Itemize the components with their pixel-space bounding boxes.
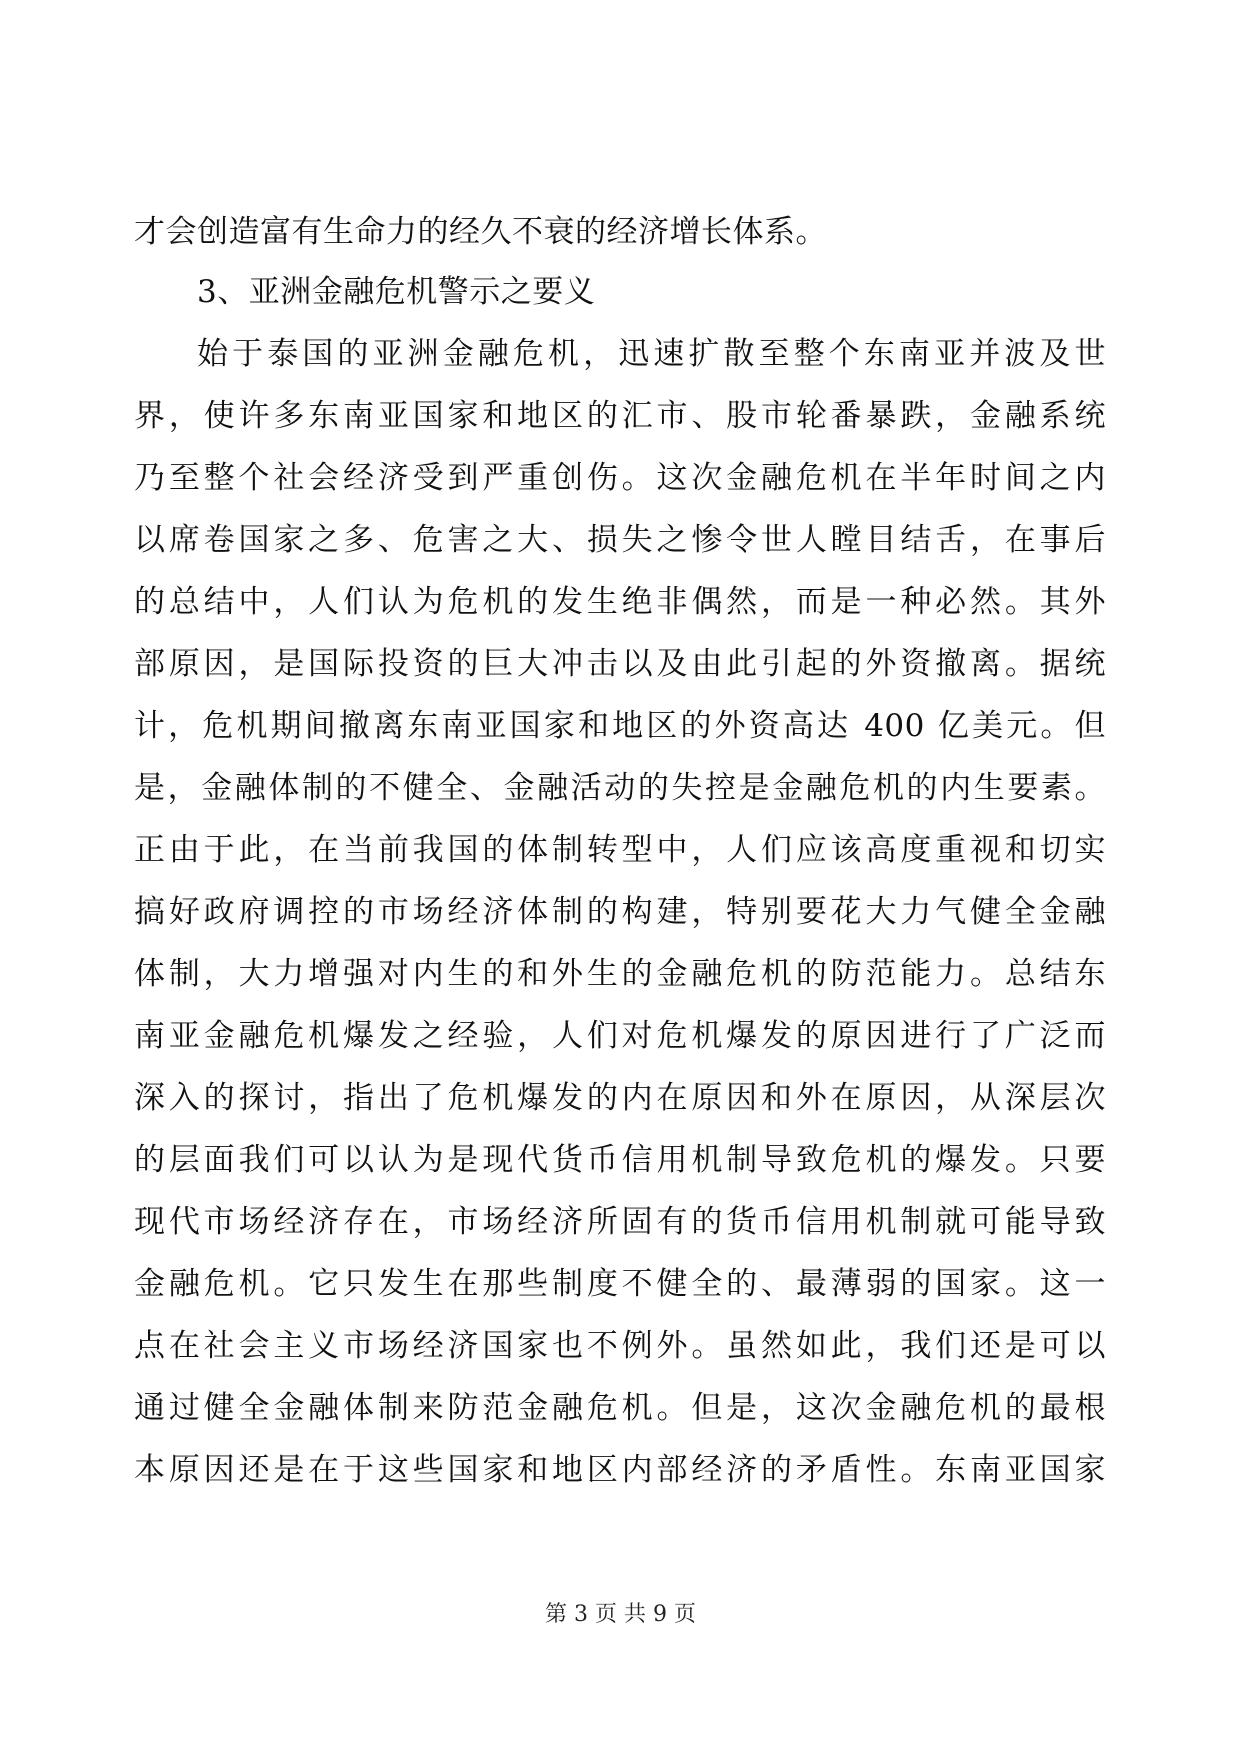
text-line: 乃至整个社会经济受到严重创伤。这次金融危机在半年时间之内 [134, 460, 1106, 496]
text-line: 搞好政府调控的市场经济体制的构建，特别要花大力气健全金融 [134, 894, 1106, 930]
text-line: 通过健全金融体制来防范金融危机。但是，这次金融危机的最根 [134, 1390, 1106, 1426]
text-line: 本原因还是在于这些国家和地区内部经济的矛盾性。东南亚国家 [134, 1452, 1106, 1488]
text-line: 的总结中，人们认为危机的发生绝非偶然，而是一种必然。其外 [134, 584, 1106, 620]
text-line: 深入的探讨，指出了危机爆发的内在原因和外在原因，从深层次 [134, 1080, 1106, 1116]
text-line: 体制，大力增强对内生的和外生的金融危机的防范能力。总结东 [134, 956, 1106, 992]
text-line: 正由于此，在当前我国的体制转型中，人们应该高度重视和切实 [134, 832, 1106, 868]
text-line: 的层面我们可以认为是现代货币信用机制导致危机的爆发。只要 [134, 1142, 1106, 1178]
text-line: 界，使许多东南亚国家和地区的汇市、股市轮番暴跌，金融系统 [134, 398, 1106, 434]
text-line: 南亚金融危机爆发之经验，人们对危机爆发的原因进行了广泛而 [134, 1018, 1106, 1054]
text-line: 金融危机。它只发生在那些制度不健全的、最薄弱的国家。这一 [134, 1266, 1106, 1302]
section-heading: 3、亚洲金融危机警示之要义 [197, 274, 596, 310]
text-line: 是，金融体制的不健全、金融活动的失控是金融危机的内生要素。 [134, 770, 1106, 806]
text-line: 以席卷国家之多、危害之大、损失之惨令世人瞠目结舌，在事后 [134, 522, 1106, 558]
text-line: 部原因，是国际投资的巨大冲击以及由此引起的外资撤离。据统 [134, 646, 1106, 682]
text-line: 始于泰国的亚洲金融危机，迅速扩散至整个东南亚并波及世 [197, 336, 1106, 372]
text-line: 才会创造富有生命力的经久不衰的经济增长体系。 [134, 214, 827, 250]
text-line: 计，危机期间撤离东南亚国家和地区的外资高达 400 亿美元。但 [134, 708, 1106, 744]
text-line: 点在社会主义市场经济国家也不例外。虽然如此，我们还是可以 [134, 1328, 1106, 1364]
page-number: 第 3 页 共 9 页 [545, 1602, 696, 1627]
text-line: 现代市场经济存在，市场经济所固有的货币信用机制就可能导致 [134, 1204, 1106, 1240]
